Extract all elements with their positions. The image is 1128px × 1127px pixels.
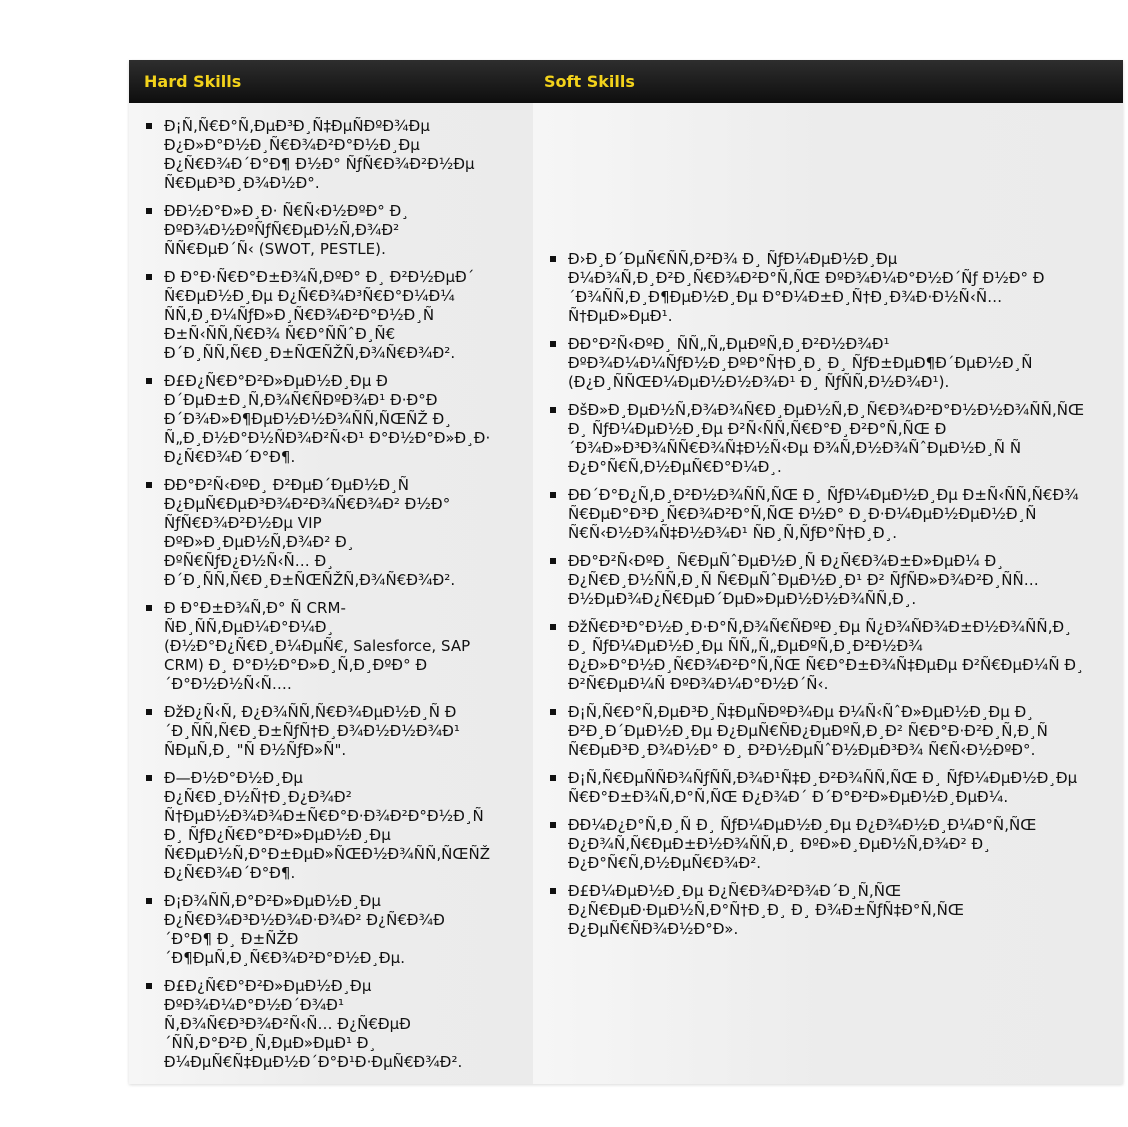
soft-skill-text: Ð¡Ñ‚Ñ€ÐµÑÑÐ¾ÑƒÑÑ‚Ð¾Ð¹Ñ‡Ð¸Ð²Ð¾ÑÑ‚ÑŒ Ð¸ ÑƒÐ¼ÐµÐ½Ð¸Ðµ Ñ€Ð°Ð±Ð¾Ñ‚Ð°Ñ‚ÑŒ Ð¿Ð¾Ð´ Ð´Ð°Ð²Ð»ÐµÐ½Ð¸ÐµÐ¼.: [568, 769, 1078, 806]
bullet-square-icon: [550, 256, 556, 262]
hard-skill-text: Ð¡Ñ‚Ñ€Ð°Ñ‚ÐµÐ³Ð¸Ñ‡ÐµÑÐºÐ¾Ðµ Ð¿Ð»Ð°Ð½Ð¸Ñ€Ð¾Ð²Ð°Ð½Ð¸Ðµ Ð¿Ñ€Ð¾Ð´Ð°Ð¶ Ð½Ð° ÑƒÑ€Ð¾Ð²Ð½Ðµ Ñ€ÐµÐ³Ð¸Ð¾Ð½Ð°.: [164, 117, 475, 192]
skills-row: [129, 103, 1123, 1084]
hard-skill-text: ÐžÐ¿Ñ‹Ñ‚ Ð¿Ð¾ÑÑ‚Ñ€Ð¾ÐµÐ½Ð¸Ñ Ð ´Ð¸ÑÑ‚Ñ€Ð¸Ð±ÑƒÑ†Ð¸Ð¾Ð½Ð½Ð¾Ð¹ ÑÐµÑ‚Ð¸ "Ñ Ð½ÑƒÐ»Ñ".: [164, 703, 460, 759]
bullet-square-icon: [146, 709, 152, 715]
soft-skill-item: [547, 401, 1113, 477]
soft-skill-text: Ð£Ð¼ÐµÐ½Ð¸Ðµ Ð¿Ñ€Ð¾Ð²Ð¾Ð´Ð¸Ñ‚ÑŒ Ð¿Ñ€ÐµÐ·ÐµÐ½Ñ‚Ð°Ñ†Ð¸Ð¸ Ð¸ Ð¾Ð±ÑƒÑ‡Ð°Ñ‚ÑŒ Ð¿ÐµÑ€ÑÐ¾Ð½Ð°Ð».: [568, 882, 964, 938]
header-row: [129, 60, 1123, 103]
bullet-square-icon: [146, 775, 152, 781]
soft-skill-item: [547, 552, 1113, 609]
bullet-square-icon: [146, 123, 152, 129]
soft-skill-text: ÐÐ¼Ð¿Ð°Ñ‚Ð¸Ñ Ð¸ ÑƒÐ¼ÐµÐ½Ð¸Ðµ Ð¿Ð¾Ð½Ð¸Ð¼Ð°Ñ‚ÑŒ Ð¿Ð¾Ñ‚Ñ€ÐµÐ±Ð½Ð¾ÑÑ‚Ð¸ ÐºÐ»Ð¸ÐµÐ½Ñ‚Ð¾Ð² Ð¸ Ð¿Ð°Ñ€Ñ‚Ð½ÐµÑ€Ð¾Ð².: [568, 816, 1037, 872]
bullet-square-icon: [550, 775, 556, 781]
soft-skill-item: [547, 486, 1113, 543]
hard-skills-header: Hard Skills: [129, 60, 533, 103]
bullet-square-icon: [146, 274, 152, 280]
hard-skill-text: ÐÐ°Ð²Ñ‹ÐºÐ¸ Ð²ÐµÐ´ÐµÐ½Ð¸Ñ Ð¿ÐµÑ€ÐµÐ³Ð¾Ð²Ð¾Ñ€Ð¾Ð² Ð½Ð° ÑƒÑ€Ð¾Ð²Ð½Ðµ VIP ÐºÐ»Ð¸ÐµÐ½Ñ‚Ð¾Ð² Ð¸ ÐºÑ€ÑƒÐ¿Ð½Ñ‹Ñ… Ð¸ Ð´Ð¸ÑÑ‚Ñ€Ð¸Ð±ÑŒÑŽÑ‚Ð¾Ñ€Ð¾Ð².: [164, 476, 456, 589]
soft-skills-cell: [533, 103, 1123, 1084]
soft-skill-text: Ð›Ð¸Ð´ÐµÑ€ÑÑ‚Ð²Ð¾ Ð¸ ÑƒÐ¼ÐµÐ½Ð¸Ðµ Ð¼Ð¾Ñ‚Ð¸Ð²Ð¸Ñ€Ð¾Ð²Ð°Ñ‚ÑŒ ÐºÐ¾Ð¼Ð°Ð½Ð´Ñƒ Ð½Ð° Ð ´Ð¾ÑÑ‚Ð¸Ð¶ÐµÐ½Ð¸Ðµ Ð°Ð¼Ð±Ð¸Ñ†Ð¸Ð¾Ð·Ð½Ñ‹Ñ… Ñ†ÐµÐ»ÐµÐ¹.: [568, 250, 1045, 325]
hard-skill-item: [143, 769, 509, 883]
hard-skill-item: [143, 703, 509, 760]
bullet-square-icon: [550, 407, 556, 413]
soft-skill-text: ÐšÐ»Ð¸ÐµÐ½Ñ‚Ð¾Ð¾Ñ€Ð¸ÐµÐ½Ñ‚Ð¸Ñ€Ð¾Ð²Ð°Ð½Ð½Ð¾ÑÑ‚ÑŒ Ð¸ ÑƒÐ¼ÐµÐ½Ð¸Ðµ Ð²Ñ‹ÑÑ‚Ñ€Ð°Ð¸Ð²Ð°Ñ‚ÑŒ Ð ´Ð¾Ð»Ð³Ð¾ÑÑ€Ð¾Ñ‡Ð½Ñ‹Ðµ Ð¾Ñ‚Ð½Ð¾ÑˆÐµÐ½Ð¸Ñ Ñ Ð¿Ð°Ñ€Ñ‚Ð½ÐµÑ€Ð°Ð¼Ð¸.: [568, 401, 1085, 476]
bullet-square-icon: [146, 605, 152, 611]
bullet-square-icon: [550, 341, 556, 347]
soft-skill-item: [547, 250, 1113, 326]
hard-skill-text: Ð Ð°Ð·Ñ€Ð°Ð±Ð¾Ñ‚ÐºÐ° Ð¸ Ð²Ð½ÐµÐ´ Ñ€ÐµÐ½Ð¸Ðµ Ð¿Ñ€Ð¾Ð³Ñ€Ð°Ð¼Ð¼ ÑÑ‚Ð¸Ð¼ÑƒÐ»Ð¸Ñ€Ð¾Ð²Ð°Ð½Ð¸Ñ Ð±Ñ‹ÑÑ‚Ñ€Ð¾ Ñ€Ð°ÑÑˆÐ¸Ñ€ Ð´Ð¸ÑÑ‚Ñ€Ð¸Ð±ÑŒÑŽÑ‚Ð¾Ñ€Ð¾Ð².: [164, 268, 475, 362]
soft-skills-list: [547, 250, 1113, 939]
bullet-square-icon: [550, 492, 556, 498]
hard-skill-text: Ð£Ð¿Ñ€Ð°Ð²Ð»ÐµÐ½Ð¸Ðµ Ð Ð´ÐµÐ±Ð¸Ñ‚Ð¾Ñ€ÑÐºÐ¾Ð¹ Ð·Ð°Ð Ð´Ð¾Ð»Ð¶ÐµÐ½Ð½Ð¾ÑÑ‚ÑŒÑŽ Ð¸ Ñ„Ð¸Ð½Ð°Ð½ÑÐ¾Ð²Ñ‹Ð¹ Ð°Ð½Ð°Ð»Ð¸Ð· Ð¿Ñ€Ð¾Ð´Ð°Ð¶.: [164, 372, 491, 466]
hard-skill-item: [143, 117, 509, 193]
hard-skill-text: ÐÐ½Ð°Ð»Ð¸Ð· Ñ€Ñ‹Ð½ÐºÐ° Ð¸ ÐºÐ¾Ð½ÐºÑƒÑ€ÐµÐ½Ñ‚Ð¾Ð² ÑÑ€ÐµÐ´Ñ‹ (SWOT, PESTLE).: [164, 202, 409, 258]
hard-skill-text: Ð£Ð¿Ñ€Ð°Ð²Ð»ÐµÐ½Ð¸Ðµ ÐºÐ¾Ð¼Ð°Ð½Ð´Ð¾Ð¹ Ñ‚Ð¾Ñ€Ð³Ð¾Ð²Ñ‹Ñ… Ð¿Ñ€ÐµÐ ´ÑÑ‚Ð°Ð²Ð¸Ñ‚ÐµÐ»ÐµÐ¹ Ð¸ Ð¼ÐµÑ€Ñ‡ÐµÐ½Ð´Ð°Ð¹Ð·ÐµÑ€Ð¾Ð².: [164, 977, 463, 1071]
soft-skill-item: [547, 618, 1113, 694]
soft-skill-text: ÐÐ°Ð²Ñ‹ÐºÐ¸ Ñ€ÐµÑˆÐµÐ½Ð¸Ñ Ð¿Ñ€Ð¾Ð±Ð»ÐµÐ¼ Ð¸ Ð¿Ñ€Ð¸Ð½ÑÑ‚Ð¸Ñ Ñ€ÐµÑˆÐµÐ½Ð¸Ð¹ Ð² ÑƒÑÐ»Ð¾Ð²Ð¸ÑÑ… Ð½ÐµÐ¾Ð¿Ñ€ÐµÐ´ÐµÐ»ÐµÐ½Ð½Ð¾ÑÑ‚Ð¸.: [568, 552, 1039, 608]
bullet-square-icon: [550, 624, 556, 630]
table-header: [129, 60, 1123, 103]
bullet-square-icon: [550, 709, 556, 715]
hard-skill-item: [143, 892, 509, 968]
bullet-square-icon: [146, 482, 152, 488]
hard-skill-item: [143, 202, 509, 259]
soft-skills-header: Soft Skills: [533, 60, 1123, 103]
soft-skill-text: ÐÐ´Ð°Ð¿Ñ‚Ð¸Ð²Ð½Ð¾ÑÑ‚ÑŒ Ð¸ ÑƒÐ¼ÐµÐ½Ð¸Ðµ Ð±Ñ‹ÑÑ‚Ñ€Ð¾ Ñ€ÐµÐ°Ð³Ð¸Ñ€Ð¾Ð²Ð°Ñ‚ÑŒ Ð½Ð° Ð¸Ð·Ð¼ÐµÐ½ÐµÐ½Ð¸Ñ Ñ€Ñ‹Ð½Ð¾Ñ‡Ð½Ð¾Ð¹ ÑÐ¸Ñ‚ÑƒÐ°Ñ†Ð¸Ð¸.: [568, 486, 1079, 542]
hard-skill-item: [143, 372, 509, 467]
soft-skill-item: [547, 335, 1113, 392]
hard-skill-text: Ð¡Ð¾ÑÑ‚Ð°Ð²Ð»ÐµÐ½Ð¸Ðµ Ð¿Ñ€Ð¾Ð³Ð½Ð¾Ð·Ð¾Ð² Ð¿Ñ€Ð¾Ð ´Ð°Ð¶ Ð¸ Ð±ÑŽÐ ´Ð¶ÐµÑ‚Ð¸Ñ€Ð¾Ð²Ð°Ð½Ð¸Ðµ.: [164, 892, 445, 967]
hard-skills-list: [143, 117, 523, 1072]
hard-skill-item: [143, 268, 509, 363]
soft-skill-text: Ð¡Ñ‚Ñ€Ð°Ñ‚ÐµÐ³Ð¸Ñ‡ÐµÑÐºÐ¾Ðµ Ð¼Ñ‹ÑˆÐ»ÐµÐ½Ð¸Ðµ Ð¸ Ð²Ð¸Ð´ÐµÐ½Ð¸Ðµ Ð¿ÐµÑ€ÑÐ¿ÐµÐºÑ‚Ð¸Ð² Ñ€Ð°Ð·Ð²Ð¸Ñ‚Ð¸Ñ Ñ€ÐµÐ³Ð¸Ð¾Ð½Ð° Ð¸ Ð²Ð½ÐµÑˆÐ½ÐµÐ³Ð¾ Ñ€Ñ‹Ð½ÐºÐ°.: [568, 703, 1048, 759]
table-body: [129, 103, 1123, 1084]
hard-skill-item: [143, 476, 509, 590]
bullet-square-icon: [146, 378, 152, 384]
bullet-square-icon: [550, 888, 556, 894]
hard-skill-item: [143, 977, 509, 1072]
bullet-square-icon: [146, 898, 152, 904]
soft-skill-item: [547, 882, 1113, 939]
soft-skill-text: ÐÐ°Ð²Ñ‹ÐºÐ¸ ÑÑ„Ñ„ÐµÐºÑ‚Ð¸Ð²Ð½Ð¾Ð¹ ÐºÐ¾Ð¼Ð¼ÑƒÐ½Ð¸ÐºÐ°Ñ†Ð¸Ð¸ Ð¸ ÑƒÐ±ÐµÐ¶Ð´ÐµÐ½Ð¸Ñ (Ð¿Ð¸ÑÑŒÐ¼ÐµÐ½Ð½Ð¾Ð¹ Ð¸ ÑƒÑÑ‚Ð½Ð¾Ð¹).: [568, 335, 1033, 391]
hard-skill-text: Ð—Ð½Ð°Ð½Ð¸Ðµ Ð¿Ñ€Ð¸Ð½Ñ†Ð¸Ð¿Ð¾Ð² Ñ†ÐµÐ½Ð¾Ð¾Ð±Ñ€Ð°Ð·Ð¾Ð²Ð°Ð½Ð¸Ñ Ð¸ ÑƒÐ¿Ñ€Ð°Ð²Ð»ÐµÐ½Ð¸Ðµ Ñ€ÐµÐ½Ñ‚Ð°Ð±ÐµÐ»ÑŒÐ½Ð¾ÑÑ‚ÑŒÑŽ Ð¿Ñ€Ð¾Ð´Ð°Ð¶.: [164, 769, 491, 882]
hard-skill-text: Ð Ð°Ð±Ð¾Ñ‚Ð° Ñ CRM- ÑÐ¸ÑÑ‚ÐµÐ¼Ð°Ð¼Ð¸ (Ð½Ð°Ð¿Ñ€Ð¸Ð¼ÐµÑ€, Salesforce, SAP CRM) Ð¸ Ð°Ð½Ð°Ð»Ð¸Ñ‚Ð¸ÐºÐ° Ð ´Ð°Ð½Ð½Ñ‹Ñ….: [164, 599, 471, 693]
bullet-square-icon: [550, 822, 556, 828]
soft-skill-item: [547, 769, 1113, 807]
skills-table: [129, 60, 1123, 1084]
soft-skill-item: [547, 703, 1113, 760]
hard-skills-cell: [129, 103, 533, 1084]
bullet-square-icon: [550, 558, 556, 564]
bullet-square-icon: [146, 208, 152, 214]
soft-skill-text: ÐžÑ€Ð³Ð°Ð½Ð¸Ð·Ð°Ñ‚Ð¾Ñ€ÑÐºÐ¸Ðµ Ñ¿Ð¾ÑÐ¾Ð±Ð½Ð¾ÑÑ‚Ð¸ Ð¸ ÑƒÐ¼ÐµÐ½Ð¸Ðµ ÑÑ„Ñ„ÐµÐºÑ‚Ð¸Ð²Ð½Ð¾ Ð¿Ð»Ð°Ð½Ð¸Ñ€Ð¾Ð²Ð°Ñ‚ÑŒ Ñ€Ð°Ð±Ð¾Ñ‡ÐµÐµ Ð²Ñ€ÐµÐ¼Ñ Ð¸ Ð²Ñ€ÐµÐ¼Ñ ÐºÐ¾Ð¼Ð°Ð½Ð´Ñ‹.: [568, 618, 1084, 693]
hard-skill-item: [143, 599, 509, 694]
soft-skill-item: [547, 816, 1113, 873]
bullet-square-icon: [146, 983, 152, 989]
